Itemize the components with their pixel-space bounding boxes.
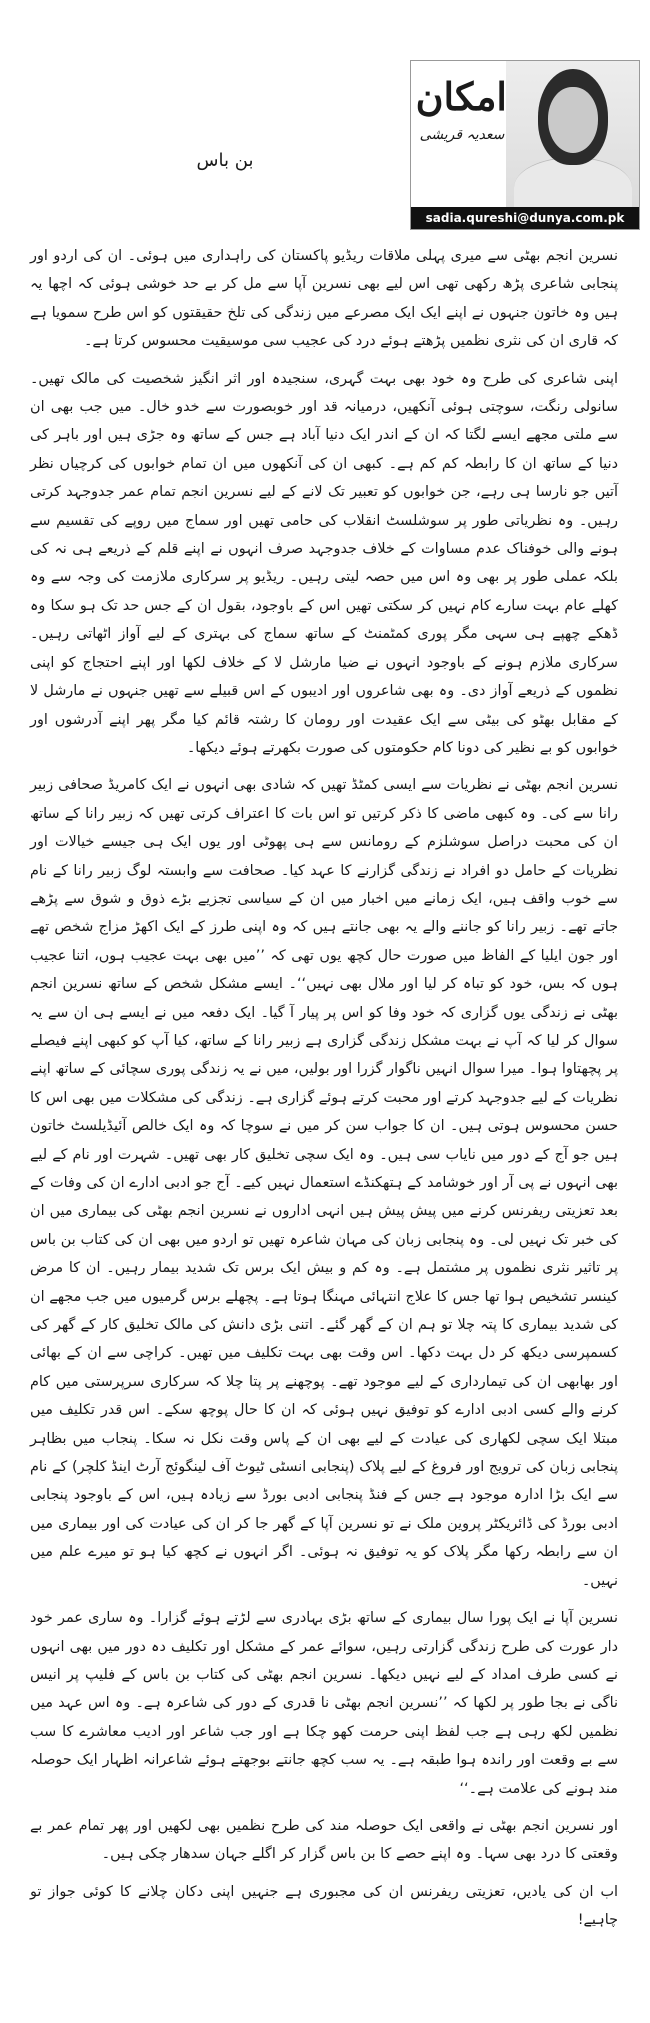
column-header (410, 60, 640, 230)
paragraph: اپنی شاعری کی طرح وہ خود بھی بہت گہری، سنجیدہ اور اثر انگیز شخصیت کی مالک تھیں۔ سانولی رنگت، سوچتی ہوئی آنکھیں، درمیانہ قد اور خوبصورت سے خدو خال۔ میں جب بھی ان سے ملتی مجھے ایسے لگتا کہ ان کے اندر ایک دنیا آباد ہے جس کے ساتھ وہ جڑی ہیں اور باہر کی دنیا کے ساتھ ان کا رابطہ کم کم ہے۔ کبھی ان کی آنکھوں میں ان تمام خوابوں کی کرچیاں نظر آتیں جو نارسا ہی رہے، جن خوابوں کو تعبیر تک لانے کے لیے نسرین انجم تمام عمر جدوجہد کرتی رہیں۔ وہ نظریاتی طور پر سوشلسٹ انقلاب کی حامی تھیں اور سماج میں روپے کی تقسیم سے ہونے والی خوفناک عدم مساوات کے خلاف جدوجہد صرف انہوں نے اپنے قلم کے ذریعے ہی نہ کی بلکہ عملی طور پر بھی وہ اس میں حصہ لیتی رہیں۔ ریڈیو پر سرکاری ملازمت کی وجہ سے وہ کھلے عام بہت سارے کام نہیں کر سکتی تھیں اس کے باوجود، بقول ان کے جس حد تک ہو سکا وہ ڈھکے چھپے ہی سہی مگر پوری کمٹمنٹ کے ساتھ سماج کی بہتری کے لیے آواز اٹھاتی رہیں۔ سرکاری ملازم ہونے کے باوجود انہوں نے ضیا مارشل لا کے خلاف لکھا اور اپنے احتجاج کو اپنی نظموں کے ذریعے آواز دی۔ وہ بھی شاعروں اور ادیبوں کے اس قبیلے سے تھیں جنہوں نے مارشل لا کے مقابل بھٹو کی بیٹی سے ایک عقیدت اور رومان کا رشتہ قائم کیا مگر پھر اپنے آدرشوں اور خوابوں کو بے نظیر کی دونا کام حکومتوں کی صورت بکھرتے ہوئے دیکھا۔ (30, 370, 618, 756)
paragraph: نسرین انجم بھٹی نے نظریات سے ایسی کمٹڈ تھیں کہ شادی بھی انہوں نے ایک کامریڈ صحافی زبیر رانا سے کی۔ وہ کبھی ماضی کا ذکر کرتیں تو اس بات کا اعتراف کرتی تھیں کہ زبیر رانا کے ساتھ ان کی محبت دراصل سوشلزم کے رومانس سے ہی پھوٹی اور یوں ایک ہی جیسے خیالات اور نظریات کے حامل دو افراد نے زندگی گزارنے کا عہد کیا۔ صحافت سے وابستہ لوگ زبیر رانا کے نام سے خوب واقف ہیں، ایک زمانے میں اخبار میں ان کے سیاسی تجزیے بڑے ذوق و شوق سے پڑھے جاتے تھے۔ زبیر رانا کو جاننے والے یہ بھی جانتے ہیں کہ وہ اپنی طرز کے ایک اکھڑ مزاج شخص تھے اور جون ایلیا کے الفاظ میں صورت حال کچھ یوں تھی کہ ’’میں بھی بہت عجیب ہوں، اتنا عجیب ہوں کہ بس، خود کو تباہ کر لیا اور ملال بھی نہیں‘‘۔ ایسے مشکل شخص کے ساتھ نسرین انجم بھٹی نے زندگی یوں گزاری کہ خود وفا کو اس پر پیار آ گیا۔ ایک دفعہ میں نے ایسے ہی ان سے یہ سوال کر لیا کہ آپ نے بہت مشکل زندگی گزاری ہے زبیر رانا کے ساتھ، کیا آپ کو کبھی اپنے فیصلے پر پچھتاوا ہوا۔ میرا سوال انہیں ناگوار گزرا اور بولیں، میں نے یہ زندگی پوری سچائی کے ساتھ اپنے نظریات کے لیے جدوجہد کرتے اور محبت کرتے ہوئے گزاری ہے۔ زندگی کی مشکلات میں بھی اس کا حسن محسوس ہوتی ہیں۔ ان کا جواب سن کر میں نے سوچا کہ وہ ایک خالص آئیڈیلسٹ خاتون ہیں جو آج کے دور میں نایاب سی ہیں۔ وہ ایک سچی تخلیق کار بھی تھیں۔ شہرت اور نام کے لیے بھی انہوں نے پی آر اور خوشامد کے ہتھکنڈے استعمال نہیں کیے۔ آج جو ادبی ادارے ان کی وفات کے بعد تعزیتی ریفرنس کرنے میں پیش پیش ہیں انہی اداروں نے نسرین انجم بھٹی کی بیماری میں ان کی خبر تک نہیں لی۔ وہ پنجابی زبان کی مہان شاعرہ تھیں تو اردو میں بھی ان کی کتاب بن باس پر تاثیر نثری نظموں پر مشتمل ہے۔ وہ کم و بیش ایک برس تک شدید بیمار رہیں۔ ان کا مرض کینسر تشخیص ہوا تھا جس کا علاج انتہائی مہنگا ہوتا ہے۔ پچھلے برس گرمیوں میں جب مجھے ان کی شدید بیماری کا پتہ چلا تو ہم ان کے گھر گئے۔ اتنی بڑی دانش کی مالک تخلیق کار کے گھر کی کسمپرسی دیکھ کر دل بہت دکھا۔ اس وقت بھی بہت تکلیف میں تھیں۔ کراچی سے ان کے بھائی اور بھابھی ان کی تیمارداری کے لیے موجود تھے۔ پوچھنے پر پتا چلا کہ سرکاری سرپرستی میں کام کرنے والے کسی ادبی ادارے کو توفیق نہیں ہوئی کہ ان کا حال پوچھ سکے۔ اس قدر تکلیف میں مبتلا ایک سچی لکھاری کی عیادت کے لیے بھی ان کے پاس وقت نکل نہ سکا۔ پنجاب میں بظاہر پنجابی زبان کی ترویج اور فروغ کے لیے پلاک (پنجابی انسٹی ٹیوٹ آف لینگوئج آرٹ اینڈ کلچر) کے نام سے ایک بڑا ادارہ موجود ہے جس کے فنڈ پنجابی ادبی بورڈ سے زیادہ ہیں، اس کے باوجود پنجابی ادبی بورڈ کی ڈائریکٹر پروین ملک نے تو نسرین آپا کے گھر جا کر ان کی عیادت کی اور بیماری میں ان سے رابطہ رکھا مگر پلاک کو یہ توفیق نہ ہوئی۔ اگر انہوں نے کچھ کیا ہو تو میرے علم میں نہیں۔ (30, 777, 618, 1589)
paragraph: نسرین انجم بھٹی سے میری پہلی ملاقات ریڈیو پاکستان کی راہداری میں ہوئی۔ ان کی اردو اور پنجابی شاعری پڑھ رکھی تھی اس لیے بھی نسرین آپا سے مل کر بے حد خوشی ہوئی کہ اچھا یہ ہیں وہ خاتون جنہوں نے اپنے ایک ایک مصرعے میں زندگی کی تلخ حقیقتوں کو اس طرح سمویا ہے کہ قاری ان کی نثری نظمیں پڑھتے ہوئے درد کی عجیب سی موسیقیت محسوس کرتا ہے۔ (30, 248, 618, 350)
author-name: سعدیہ قریشی (419, 127, 505, 143)
author-photo (506, 61, 639, 207)
paragraph: نسرین آپا نے ایک پورا سال بیماری کے ساتھ بڑی بہادری سے لڑتے ہوئے گزارا۔ وہ ساری عمر خود دار عورت کی طرح زندگی گزارتی رہیں، سوائے عمر کے مشکل اور تکلیف دہ دور میں بھی انہوں نے کسی طرف امداد کے لیے نہیں دیکھا۔ نسرین انجم بھٹی کی کتاب بن باس کے فلیپ پر انیس ناگی نے بجا طور پر لکھا کہ ’’نسرین انجم بھٹی نا قدری کے دور کی شاعرہ ہے۔ وہ اس عہد میں نظمیں لکھ رہی ہے جب لفظ اپنی حرمت کھو چکا ہے اور جب شاعر اور ادیب معاشرے کا سب سے بے وقعت اور راندہ ہوا طبقہ ہے۔ یہ سب کچھ جانتے بوجھتے ہوئے شاعرانہ اظہار ایک حوصلہ مند ہونے کی علامت ہے۔‘‘ (30, 1610, 618, 1797)
paragraph: اور نسرین انجم بھٹی نے واقعی ایک حوصلہ مند کی طرح نظمیں بھی لکھیں اور پھر تمام عمر بے وقعتی کا درد بھی سہا۔ وہ اپنے حصے کا بن باس گزار کر اگلے جہان سدھار چکی ہیں۔ (30, 1817, 618, 1863)
article-title: بن باس (196, 150, 254, 171)
column-name: امکان (415, 74, 507, 119)
article-body (30, 242, 618, 1944)
paragraph: اب ان کی یادیں، تعزیتی ریفرنس ان کی مجبوری ہے جنہیں اپنی دکان چلانے کا کوئی جواز تو چاہیے! (30, 1883, 618, 1929)
author-email: sadia.qureshi@dunya.com.pk (411, 207, 639, 229)
